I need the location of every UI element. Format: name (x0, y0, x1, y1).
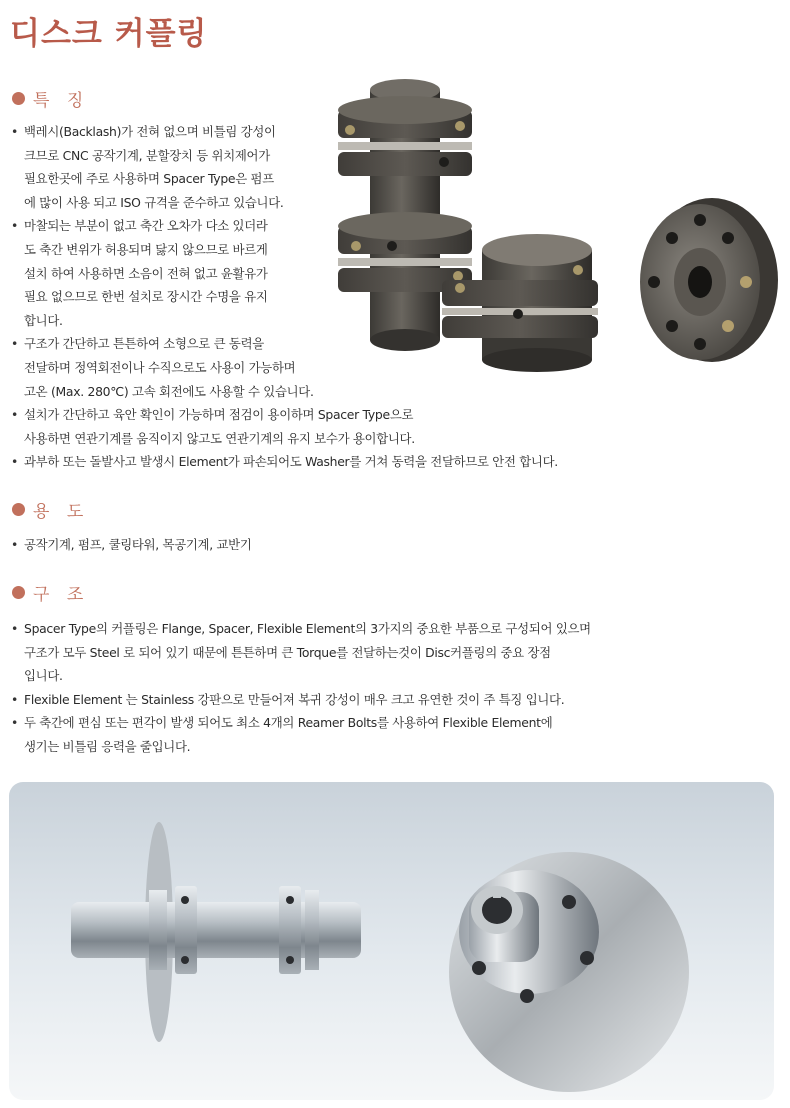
features-item: • 백레시(Backlash)가 전혀 없으며 비틀림 강성이 크므로 CNC 공작기계, 분할장치 등 위치제어가 필요한곳에 주로 사용하며 Spacer Type은 펌프 에 많이 사용 되고 ISO 규격을 준수하고 있습니다. (8, 120, 328, 214)
usage-item: • 공작기계, 펌프, 쿨링타워, 목공기계, 교반기 (8, 533, 768, 557)
features-heading (12, 86, 89, 111)
usage-heading-label: 용 도 (33, 502, 90, 522)
features-item: • 구조가 간단하고 튼튼하여 소형으로 큰 동력을 전달하며 정역회전이나 수직으로도 사용이 가능하며 고온 (Max. 280℃) 고속 회전에도 사용할 수 있습니다. (8, 332, 624, 403)
heading-dot-icon (12, 586, 25, 599)
features-list (8, 120, 558, 474)
stainless-coupling-photo-panel (9, 782, 774, 1100)
page-title: 디스크 커플링 (10, 16, 208, 52)
features-heading-label: 특 징 (33, 91, 90, 111)
long-shaft-coupling-illustration (71, 822, 361, 1042)
structure-item: • 두 축간에 편심 또는 편각이 발생 되어도 최소 4개의 Reamer Bolts를 사용하여 Flexible Element에 생기는 비틀림 응력을 줄입니다. (8, 711, 648, 758)
heading-dot-icon (12, 503, 25, 516)
features-item: • 마찰되는 부분이 없고 축간 오차가 다소 있더라 도 축간 변위가 허용되며 닳지 않으므로 바르게 설치 하여 사용하면 소음이 전혀 없고 윤활유가 필요 없으므로 한번 설치로 장시간 수명을 유지 합니다. (8, 214, 328, 332)
usage-list (8, 533, 768, 557)
usage-heading (12, 497, 89, 522)
features-item: • 설치가 간단하고 육안 확인이 가능하며 점검이 용이하며 Spacer Type으로 사용하면 연관기계를 움직이지 않고도 연관기계의 유지 보수가 용이합니다. (8, 403, 624, 450)
structure-item: • Spacer Type의 커플링은 Flange, Spacer, Flexible Element의 3가지의 중요한 부품으로 구성되어 있으며 구조가 모두 Steel 로 되어 있기 때문에 튼튼하며 큰 Torque를 전달하는것이 Disc커플링의 중요 장점 입니다. (8, 617, 648, 688)
features-item: • 과부하 또는 돌발사고 발생시 Element가 파손되어도 Washer를 거쳐 동력을 전달하므로 안전 합니다. (8, 450, 784, 474)
large-disc-coupling-illustration (449, 852, 689, 1092)
structure-list (8, 617, 648, 759)
heading-dot-icon (12, 92, 25, 105)
structure-item: • Flexible Element 는 Stainless 강판으로 만들어져 복귀 강성이 매우 크고 유연한 것이 주 특징 입니다. (8, 688, 648, 712)
face-coupling-illustration (640, 198, 778, 362)
short-coupling-illustration (442, 234, 598, 372)
stainless-coupling-image (9, 782, 774, 1100)
disc-coupling-product-image (332, 70, 788, 388)
structure-heading-label: 구 조 (33, 585, 90, 605)
structure-heading (12, 580, 89, 605)
